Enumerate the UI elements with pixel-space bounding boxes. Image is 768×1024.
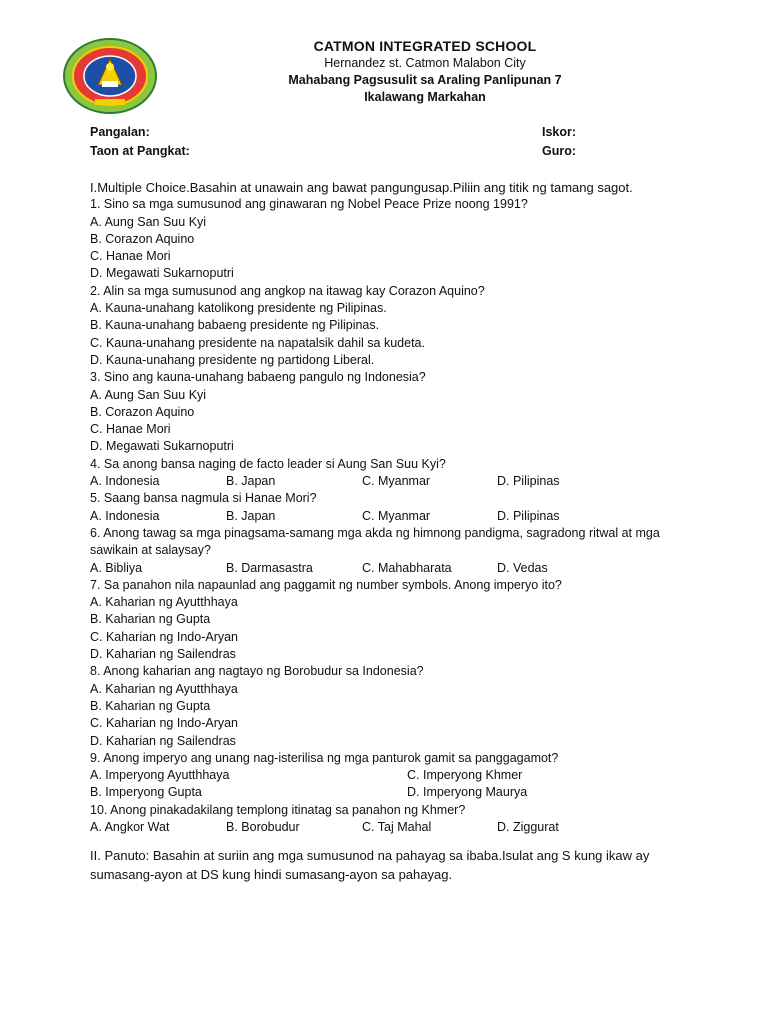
- q8-choice-b: B. Kaharian ng Gupta: [90, 698, 211, 713]
- q1-choice-d: D. Megawati Sukarnoputri: [90, 266, 234, 281]
- q7-choice-b: B. Kaharian ng Gupta: [90, 612, 211, 627]
- q10-choice-c: C. Taj Mahal: [362, 819, 432, 834]
- q3-choice-b: B. Corazon Aquino: [90, 404, 195, 419]
- q9-choice-a: A. Imperyong Ayutthhaya: [90, 768, 230, 783]
- q1-choice-a: A. Aung San Suu Kyi: [90, 214, 207, 229]
- year-section-label: Taon at Pangkat:: [90, 144, 190, 158]
- q10-choice-a: A. Angkor Wat: [90, 819, 170, 834]
- q2-choice-d: D. Kauna-unahang presidente ng partidong Liberal.: [90, 352, 375, 367]
- q2-choice-a: A. Kauna-unahang katolikong presidente ng Pilipinas.: [90, 301, 387, 316]
- school-address: Hernandez st. Catmon Malabon City: [324, 56, 526, 70]
- question-2: 2. Alin sa mga sumusunod ang angkop na itawag kay Corazon Aquino?: [90, 283, 485, 298]
- question-3: 3. Sino ang kauna-unahang babaeng pangulo ng Indonesia?: [90, 370, 426, 385]
- school-seal-logo: [62, 37, 158, 115]
- q9-choice-d: D. Imperyong Maurya: [407, 785, 528, 800]
- q9-choices-row-2: [90, 784, 690, 801]
- q7-choice-a: A. Kaharian ng Ayutthhaya: [90, 595, 238, 610]
- q2-choice-b: B. Kauna-unahang babaeng presidente ng Pilipinas.: [90, 318, 380, 333]
- q3-choice-c: C. Hanae Mori: [90, 422, 171, 437]
- question-4: 4. Sa anong bansa naging de facto leader si Aung San Suu Kyi?: [90, 456, 446, 471]
- section1-instruction: I.Multiple Choice.Basahin at unawain ang bawat pangungusap.Piliin ang titik ng tamang sagot.: [90, 180, 633, 195]
- q6-choice-c: C. Mahabharata: [362, 560, 452, 575]
- q6-choice-d: D. Vedas: [497, 560, 548, 575]
- q8-choice-a: A. Kaharian ng Ayutthhaya: [90, 681, 238, 696]
- q1-choice-b: B. Corazon Aquino: [90, 231, 195, 246]
- q3-choice-d: D. Megawati Sukarnoputri: [90, 439, 234, 454]
- q5-choice-a: A. Indonesia: [90, 508, 160, 523]
- q6-choice-b: B. Darmasastra: [226, 560, 313, 575]
- score-label: Iskor:: [542, 125, 577, 139]
- question-6-line-1: 6. Anong tawag sa mga pinagsama-samang mga akda ng himnong pandigma, sagradong ritwal at mga: [90, 525, 660, 540]
- q6-choice-a: A. Bibliya: [90, 560, 143, 575]
- question-8: 8. Anong kaharian ang nagtayo ng Borobudur sa Indonesia?: [90, 664, 424, 679]
- section2-line-2: sumasang-ayon at DS kung hindi sumasang-ayon sa pahayag.: [90, 867, 453, 883]
- teacher-label: Guro:: [542, 144, 577, 158]
- exam-title: Mahabang Pagsusulit sa Araling Panlipunan 7: [288, 73, 562, 87]
- q4-choices: [90, 473, 690, 490]
- question-10: 10. Anong pinakadakilang templong itinatag sa panahon ng Khmer?: [90, 802, 466, 817]
- q4-choice-a: A. Indonesia: [90, 474, 160, 489]
- exam-body: [90, 179, 690, 884]
- q5-choice-d: D. Pilipinas: [497, 508, 560, 523]
- q4-choice-b: B. Japan: [226, 474, 276, 489]
- document-header: [200, 37, 650, 106]
- school-name: CATMON INTEGRATED SCHOOL: [313, 38, 537, 54]
- q8-choice-d: D. Kaharian ng Sailendras: [90, 733, 236, 748]
- question-6-line-2: sawikain at salaysay?: [90, 543, 211, 558]
- q6-choices: [90, 560, 690, 577]
- q10-choices: [90, 819, 690, 836]
- q5-choice-c: C. Myanmar: [362, 508, 431, 523]
- q10-choice-d: D. Ziggurat: [497, 819, 559, 834]
- q2-choice-c: C. Kauna-unahang presidente na napatalsik dahil sa kudeta.: [90, 335, 425, 350]
- section2-instruction: [90, 846, 690, 884]
- section2-line-1: II. Panuto: Basahin at suriin ang mga sumusunod na pahayag sa ibaba.Isulat ang S kung ikaw ay: [90, 848, 650, 864]
- question-1: 1. Sino sa mga sumusunod ang ginawaran ng Nobel Peace Prize noong 1991?: [90, 197, 528, 212]
- q1-choice-c: C. Hanae Mori: [90, 249, 171, 264]
- q4-choice-d: D. Pilipinas: [497, 474, 560, 489]
- question-5: 5. Saang bansa nagmula si Hanae Mori?: [90, 491, 317, 506]
- q7-choice-c: C. Kaharian ng Indo-Aryan: [90, 629, 239, 644]
- q5-choice-b: B. Japan: [226, 508, 276, 523]
- exam-quarter: Ikalawang Markahan: [364, 90, 486, 104]
- question-9: 9. Anong imperyo ang unang nag-isterilisa ng mga panturok gamit sa panggagamot?: [90, 750, 559, 765]
- q9-choice-c: C. Imperyong Khmer: [407, 768, 523, 783]
- student-info: [90, 125, 690, 163]
- q5-choices: [90, 508, 690, 525]
- q8-choice-c: C. Kaharian ng Indo-Aryan: [90, 716, 239, 731]
- name-label: Pangalan:: [90, 125, 150, 139]
- q3-choice-a: A. Aung San Suu Kyi: [90, 387, 207, 402]
- q7-choice-d: D. Kaharian ng Sailendras: [90, 647, 236, 662]
- q9-choices-row-1: [90, 767, 690, 784]
- q10-choice-b: B. Borobudur: [226, 819, 300, 834]
- q4-choice-c: C. Myanmar: [362, 474, 431, 489]
- q9-choice-b: B. Imperyong Gupta: [90, 785, 202, 800]
- question-7: 7. Sa panahon nila napaunlad ang paggamit ng number symbols. Anong imperyo ito?: [90, 577, 562, 592]
